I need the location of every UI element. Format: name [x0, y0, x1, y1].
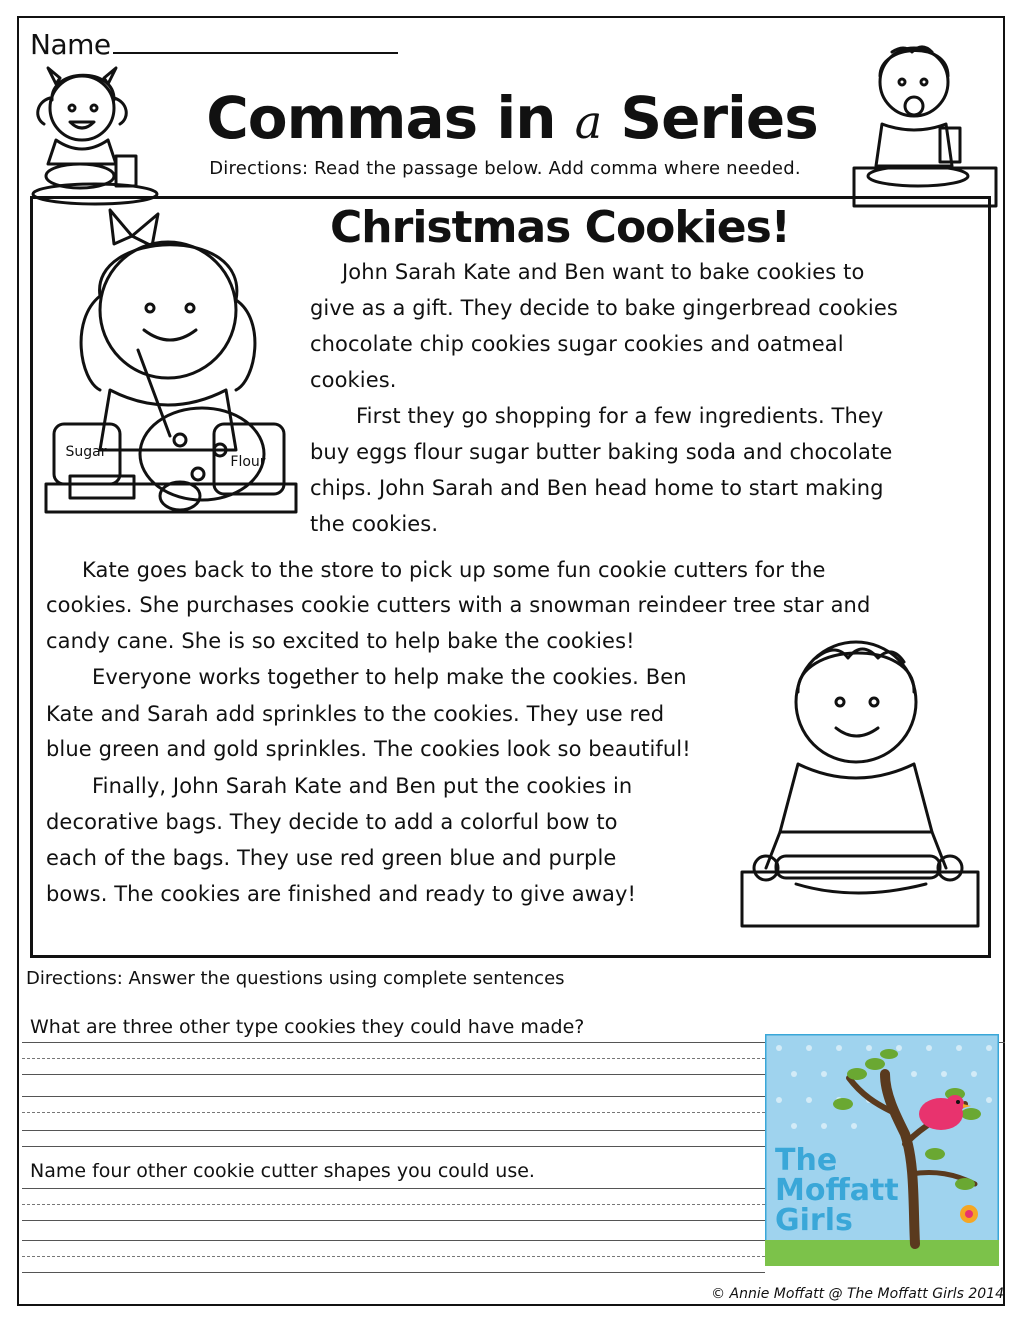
question-2: Name four other cookie cutter shapes you could use.	[30, 1160, 535, 1182]
story-line-9: Kate goes back to the store to pick up some fun cookie cutters for the	[82, 558, 826, 582]
answer-guide-line	[22, 1256, 765, 1257]
story-line-12: Everyone works together to help make the cookies. Ben	[92, 665, 687, 689]
copyright: © Annie Moffatt @ The Moffatt Girls 2014	[711, 1286, 1004, 1302]
answer-line[interactable]	[22, 1188, 765, 1189]
story-line-1: John Sarah Kate and Ben want to bake cookies to	[342, 260, 865, 284]
worksheet-title	[0, 84, 1024, 152]
story-line-10: cookies. She purchases cookie cutters with a snowman reindeer tree star and	[46, 593, 871, 617]
story-line-4: cookies.	[310, 368, 397, 392]
answer-line[interactable]	[22, 1096, 765, 1097]
title-text-start: Commas in	[206, 84, 575, 152]
story-line-8: the cookies.	[310, 512, 439, 536]
girl-baking-clipart	[40, 200, 304, 540]
answer-line[interactable]	[22, 1146, 765, 1147]
story-line-3: chocolate chip cookies sugar cookies and oatmeal	[310, 332, 844, 356]
story-line-15: Finally, John Sarah Kate and Ben put the cookies in	[92, 774, 633, 798]
logo-text-moffatt: Moffatt	[775, 1173, 899, 1208]
story-line-14: blue green and gold sprinkles. The cookies look so beautiful!	[46, 737, 691, 761]
story-line-18: bows. The cookies are finished and ready to give away!	[46, 882, 637, 906]
answer-line[interactable]	[22, 1272, 765, 1273]
answer-guide-line	[22, 1058, 765, 1059]
sugar-jar-label: Sugar	[65, 444, 107, 460]
question-directions: Directions: Answer the questions using complete sentences	[26, 968, 565, 989]
answer-line[interactable]	[22, 1130, 765, 1131]
reading-directions: Directions: Read the passage below. Add comma where needed.	[209, 158, 801, 179]
moffatt-girls-logo	[765, 1034, 999, 1266]
story-line-13: Kate and Sarah add sprinkles to the cookies. They use red	[46, 702, 665, 726]
logo-text-the: The	[775, 1143, 838, 1178]
flour-jar-label: Flour	[230, 454, 266, 470]
answer-line[interactable]	[22, 1074, 765, 1075]
answer-line[interactable]	[22, 1220, 765, 1221]
answer-guide-line	[22, 1112, 765, 1113]
answer-guide-line	[22, 1204, 765, 1205]
story-line-5: First they go shopping for a few ingredients. They	[356, 404, 884, 428]
name-label: Name	[30, 28, 111, 61]
story-line-17: each of the bags. They use red green blue and purple	[46, 846, 617, 870]
story-line-16: decorative bags. They decide to add a colorful bow to	[46, 810, 618, 834]
answer-line[interactable]	[22, 1240, 765, 1241]
boy-rolling-clipart	[736, 632, 986, 942]
logo-text-girls: Girls	[775, 1203, 853, 1238]
story-line-11: candy cane. She is so excited to help bake the cookies!	[46, 629, 635, 653]
title-text-a: a	[574, 95, 602, 149]
story-title: Christmas Cookies!	[330, 202, 790, 253]
story-line-6: buy eggs flour sugar butter baking soda and chocolate	[310, 440, 893, 464]
question-1: What are three other type cookies they could have made?	[30, 1016, 585, 1038]
title-text-end: Series	[601, 84, 818, 152]
story-line-7: chips. John Sarah and Ben head home to start making	[310, 476, 884, 500]
story-line-2: give as a gift. They decide to bake gingerbread cookies	[310, 296, 898, 320]
